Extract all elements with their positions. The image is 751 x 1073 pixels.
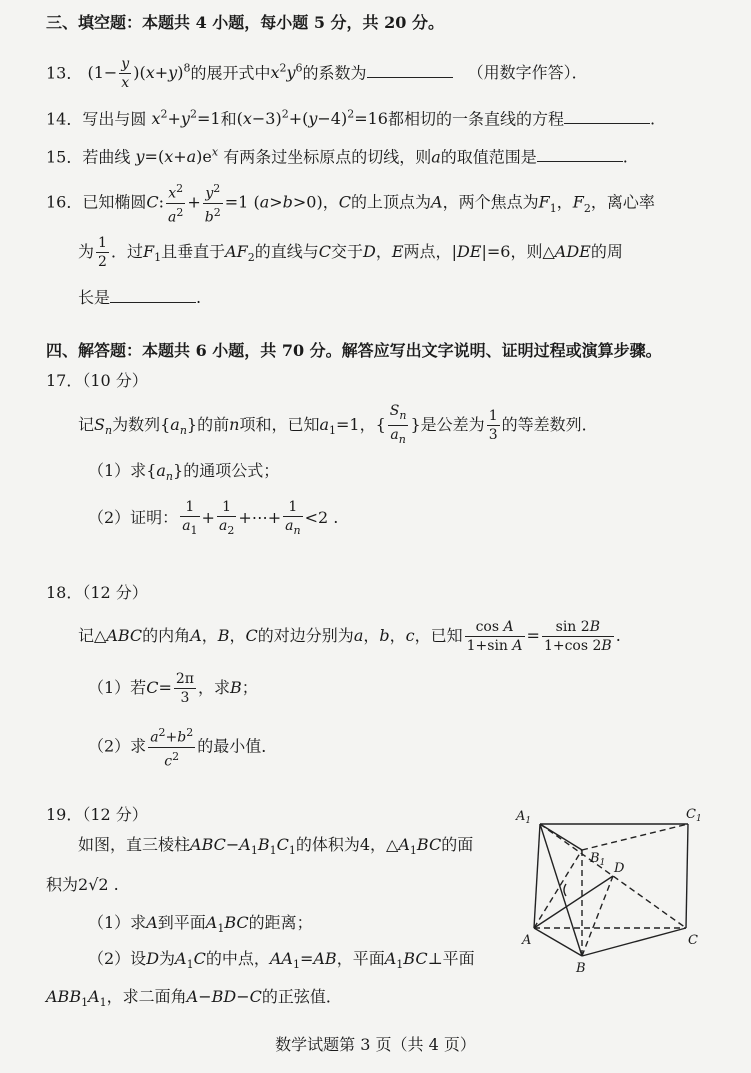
question-17-part-1: （1）求$\{a_n\}$的通项公式； — [88, 461, 280, 484]
question-18-part-2: （2）求 $\frac{a^2+b^2}{c^2}$ 的最小值． — [88, 726, 278, 770]
question-19-header: 19．（12 分） — [46, 805, 148, 824]
formula: $(x-3)^2+(y-4)^2=16$ — [236, 108, 388, 129]
question-18-part-1: （1）若C= $\frac{2\pi}{3}$ ，求B； — [88, 671, 258, 706]
question-16-line-2: 为 $\frac{1}{2}$ ．过$F_1$且垂直于$AF_2$的直线与C交于D，E两点，|DE|=6，则△ADE的周 — [78, 235, 623, 270]
page-footer: 数学试题第 3 页（共 4 页） — [275, 1035, 476, 1054]
question-15: 15．若曲线 $y=(x+a)e^x$ 有两条过坐标原点的切线，则a的取值范围是 . — [46, 146, 628, 167]
formula: $y=(x+a)e^x$ — [135, 146, 219, 167]
answer-blank[interactable] — [564, 107, 650, 124]
section-4-title: 四、解答题：本题共 6 小题，共 70 分。解答应写出文字说明、证明过程或演算步骤。 — [46, 341, 662, 360]
question-17-header: 17．（10 分） — [46, 371, 148, 390]
question-19-line-2: 积为2√2 . — [46, 875, 119, 894]
label-B: B — [576, 961, 586, 976]
label-A1: $A_1$ — [516, 809, 532, 826]
formula: (1− $\frac{y}{x}$ )$(x+y)^8$ — [87, 56, 191, 92]
question-19-part-2-cont: $ABB_1A_1$，求二面角A−BD−C的正弦值． — [46, 987, 342, 1010]
question-19-part-1: （1）求A到平面$A_1BC$的距离； — [88, 913, 313, 936]
question-13: 13． (1− $\frac{y}{x}$ )$(x+y)^8$的展开式中$x^2y^6$的系数为 （用数字作答）． — [46, 56, 588, 92]
answer-blank[interactable] — [110, 286, 196, 303]
label-D: D — [614, 861, 625, 876]
prism-figure — [510, 806, 710, 981]
question-19-part-2: （2）设D为$A_1C$的中点，$AA_1=AB$，平面$A_1BC\perp$平面 — [88, 949, 475, 972]
question-17-stem: 记$S_n$为数列$\{a_n\}$的前n项和，已知$a_1=1$，{ $\frac{S_n}{a_n}$ }是公差为 $\frac{1}{3}$ 的等差数列． — [78, 403, 598, 446]
formula: $x^2+y^2=1$ — [151, 108, 221, 129]
question-16-line-3: 长是 . — [78, 288, 202, 307]
question-17-part-2: （2）证明： $\frac{1}{a_1}$ + $\frac{1}{a_2}$ +⋯+ $\frac{1}{a_n}$ <2 . — [88, 498, 339, 537]
label-C: C — [688, 933, 698, 948]
question-18-stem: 记△ABC的内角A，B，C的对边分别为a，b，c，已知 $\frac{\text{cos A}}{\text{1+sin A}}$ = $\frac{\sin 2B}{1+\cos 2B}$ . — [78, 619, 621, 654]
answer-blank[interactable] — [367, 61, 453, 78]
question-16-line-1: 16．已知椭圆C: $\frac{x^2}{a^2}$ + $\frac{y^2}{b^2}$ =1 (a>b>0)，C的上顶点为A，两个焦点为$F_1$，$F_2$，离心率 — [46, 182, 655, 226]
answer-blank[interactable] — [537, 145, 623, 162]
question-number: 13． — [46, 63, 83, 83]
section-3-title: 三、填空题：本题共 4 小题，每小题 5 分，共 20 分。 — [46, 13, 444, 32]
question-14: 14．写出与圆 $x^2+y^2=1$和$(x-3)^2+(y-4)^2=16$都相切的一条直线的方程 . — [46, 108, 656, 129]
formula: $x^2y^6$ — [270, 62, 303, 83]
label-A: A — [522, 933, 532, 948]
question-18-header: 18．（12 分） — [46, 583, 148, 602]
label-B1: $B_1$ — [590, 851, 606, 868]
question-19-line-1: 如图，直三棱柱$ABC-A_1B_1C_1$的体积为4，$\triangle A_1BC$的面 — [78, 835, 474, 858]
label-C1: $C_1$ — [686, 807, 702, 824]
